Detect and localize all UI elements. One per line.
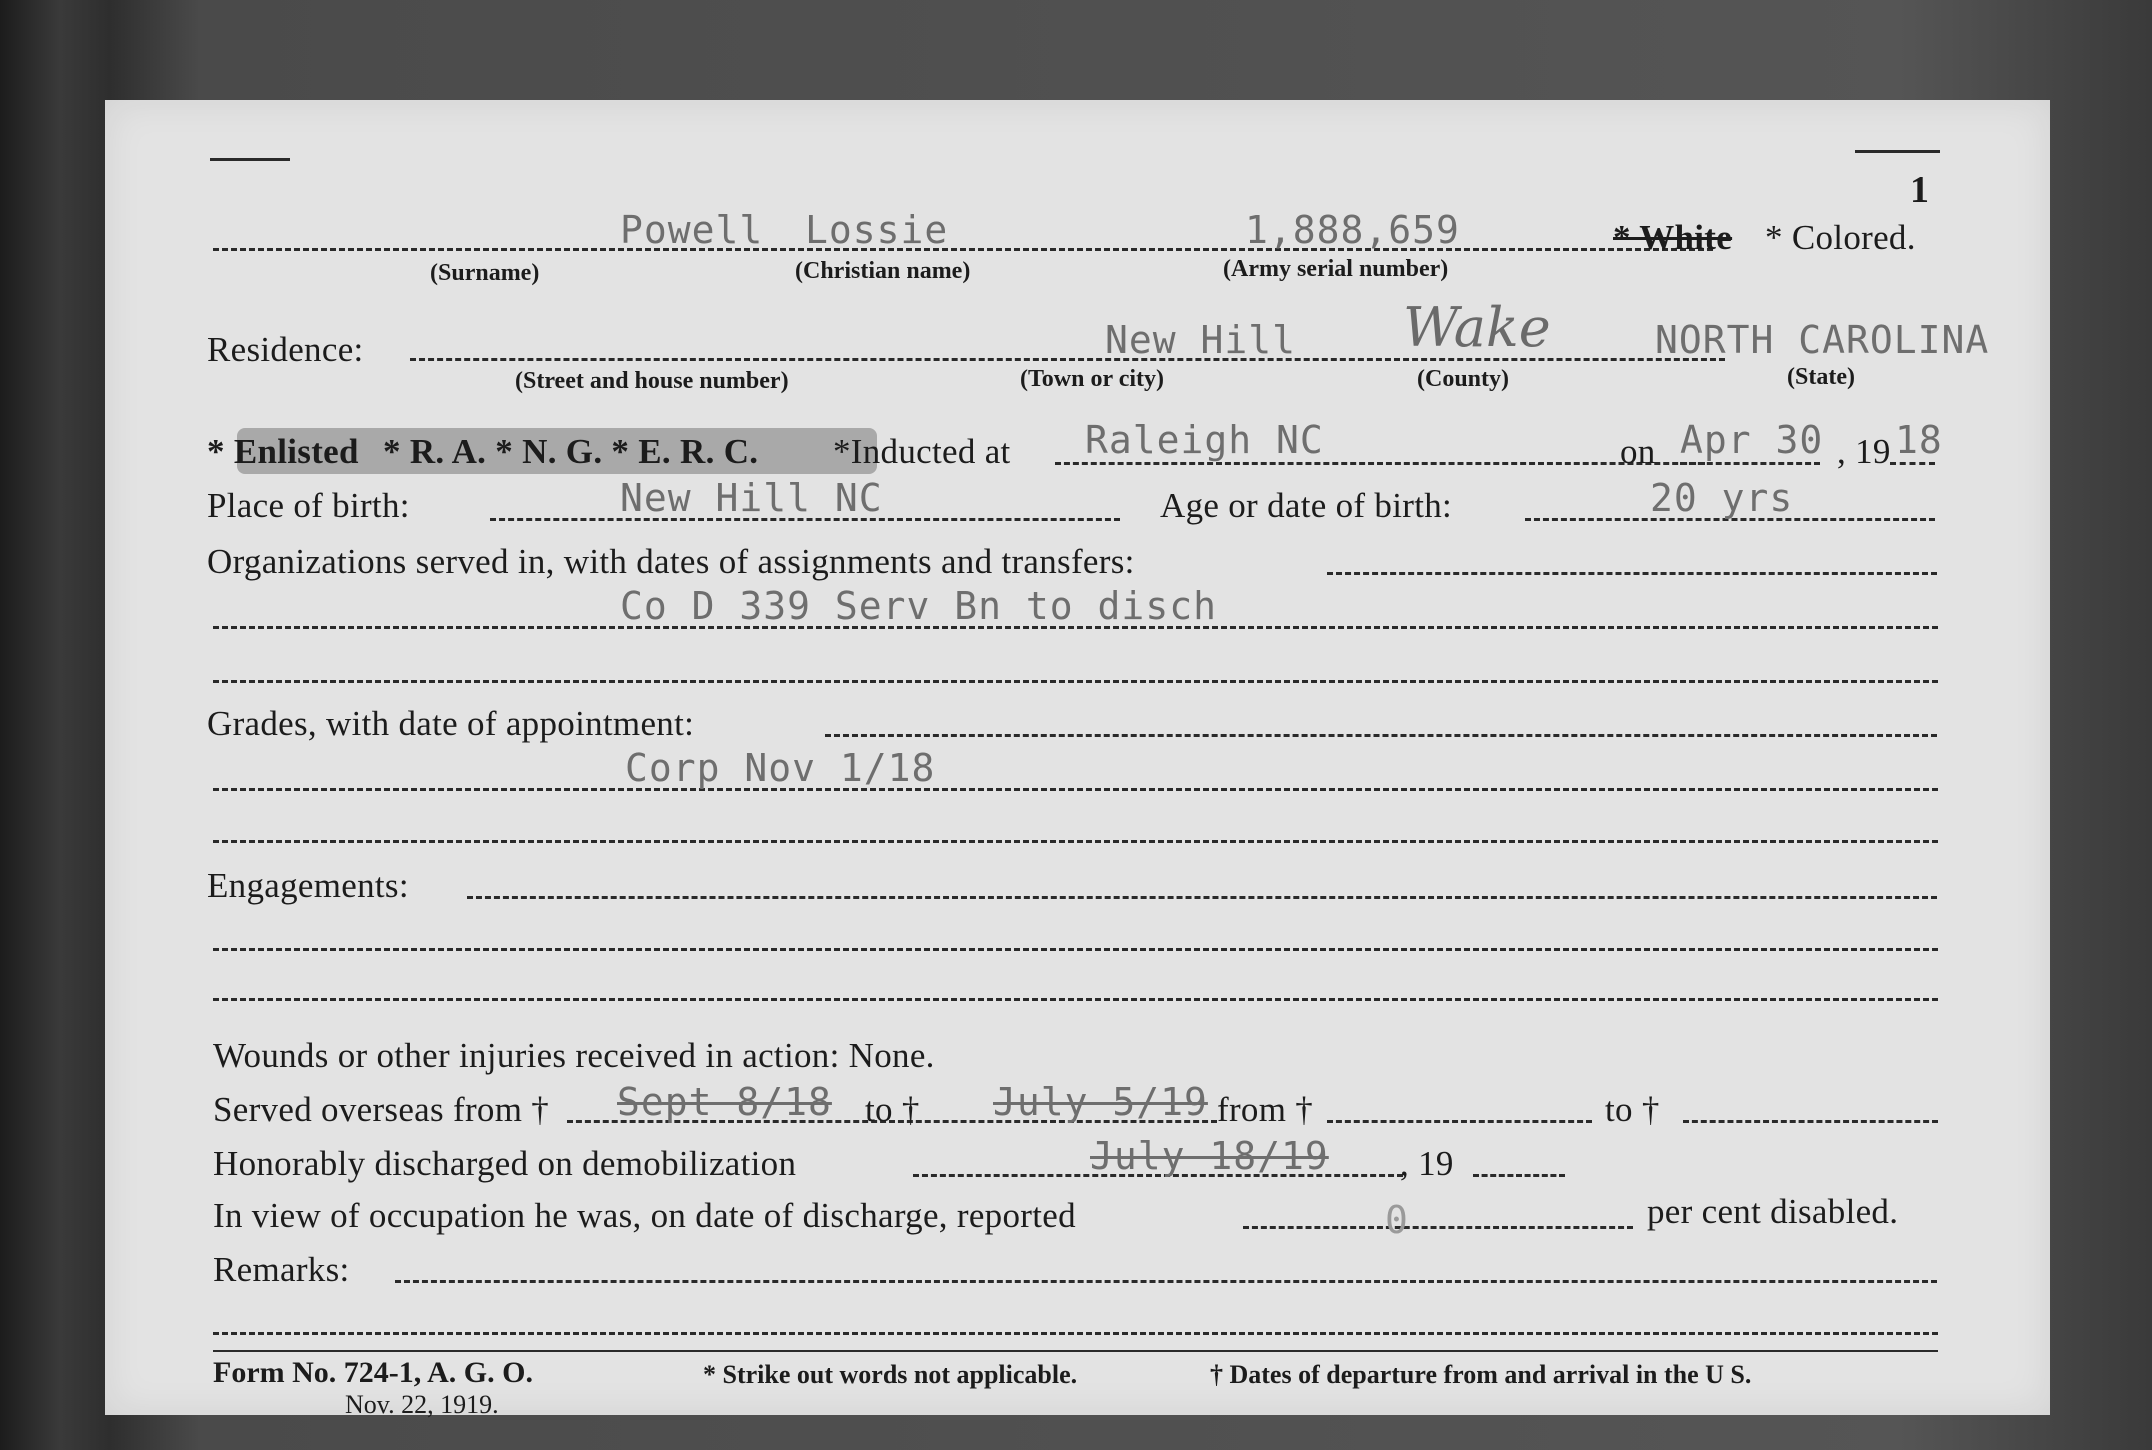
surname-caption: (Surname)	[430, 260, 540, 286]
grades-line-2	[213, 788, 1938, 791]
inducted-place: Raleigh NC	[1085, 418, 1324, 462]
footer-rule	[213, 1350, 1938, 1352]
residence-county: Wake	[1403, 296, 1551, 359]
disability-line	[1243, 1226, 1633, 1229]
engagements-label: Engagements:	[207, 866, 409, 905]
overseas-from2-label: from †	[1217, 1090, 1314, 1129]
remarks-line-2	[213, 1332, 1938, 1335]
birthplace-value: New Hill NC	[620, 476, 883, 520]
discharge-label: Honorably discharged on demobilization	[213, 1144, 797, 1183]
grades-value: Corp Nov 1/18	[625, 746, 936, 790]
inducted-date: Apr 30	[1680, 418, 1824, 462]
top-right-mark	[1855, 150, 1940, 153]
age-value: 20 yrs	[1650, 476, 1794, 520]
enlistment-types: * R. A. * N. G. * E. R. C.	[383, 432, 759, 471]
street-caption: (Street and house number)	[515, 368, 789, 394]
strike-out-note: * Strike out words not applicable.	[703, 1360, 1078, 1389]
county-caption: (County)	[1417, 366, 1510, 392]
form-number: Form No. 724-1, A. G. O.	[213, 1356, 533, 1389]
discharge-date: July 18/19	[1090, 1134, 1329, 1178]
disability-value: 0	[1385, 1198, 1409, 1242]
engagements-line-2	[213, 948, 1938, 951]
grades-line-3	[213, 840, 1938, 843]
surname-value: Powell	[620, 208, 764, 252]
residence-label: Residence:	[207, 330, 364, 369]
enlisted-label: * Enlisted	[207, 432, 359, 471]
state-caption: (State)	[1787, 364, 1855, 390]
christian-name-value: Lossie	[805, 208, 949, 252]
remarks-label: Remarks:	[213, 1250, 350, 1289]
card-number: 1	[1910, 169, 1930, 211]
discharge-year-label: , 19	[1400, 1144, 1454, 1183]
birthplace-label: Place of birth:	[207, 486, 410, 525]
grades-label: Grades, with date of appointment:	[207, 704, 695, 743]
engagements-line-3	[213, 998, 1938, 1001]
white-option: * White	[1613, 218, 1733, 257]
residence-state: NORTH CAROLINA	[1655, 318, 1990, 362]
overseas-to-label: to †	[865, 1090, 920, 1129]
organizations-line-1	[1327, 572, 1937, 575]
wounds-label: Wounds or other injuries received in action: None.	[213, 1036, 935, 1075]
overseas-to2-line	[1683, 1120, 1938, 1123]
inducted-line	[1055, 462, 1705, 465]
grades-line-1	[825, 734, 1937, 737]
discharge-year-line	[1473, 1174, 1565, 1177]
inducted-year: 18	[1895, 418, 1943, 462]
residence-town: New Hill	[1105, 318, 1297, 362]
organizations-line-3	[213, 680, 1938, 683]
organizations-value: Co D 339 Serv Bn to disch	[620, 584, 1217, 628]
colored-option: * Colored.	[1765, 218, 1916, 257]
inducted-label: *Inducted at	[833, 432, 1011, 471]
inducted-date-line	[1680, 462, 1820, 465]
record-card	[105, 100, 2050, 1419]
town-caption: (Town or city)	[1020, 366, 1164, 392]
form-date: Nov. 22, 1919.	[345, 1390, 499, 1419]
inducted-year-line	[1890, 462, 1935, 465]
overseas-label: Served overseas from †	[213, 1090, 550, 1129]
overseas-from2-line	[1327, 1120, 1592, 1123]
overseas-to2-label: to †	[1605, 1090, 1660, 1129]
overseas-to-date: July 5/19	[993, 1080, 1208, 1124]
christian-caption: (Christian name)	[795, 258, 971, 284]
engagements-line-1	[467, 896, 1937, 899]
disability-label: In view of occupation he was, on date of discharge, reported	[213, 1196, 1076, 1235]
overseas-from-date: Sept 8/18	[617, 1080, 832, 1124]
remarks-line-1	[395, 1280, 1937, 1283]
inducted-on-label: on	[1620, 432, 1656, 471]
serial-caption: (Army serial number)	[1223, 256, 1449, 282]
name-line	[213, 248, 1713, 251]
inducted-year-prefix: , 19	[1837, 432, 1891, 471]
age-label: Age or date of birth:	[1160, 486, 1453, 525]
serial-number-value: 1,888,659	[1245, 208, 1460, 252]
organizations-label: Organizations served in, with dates of assignments and transfers:	[207, 542, 1135, 581]
dates-note: † Dates of departure from and arrival in the U S.	[1210, 1360, 1752, 1389]
disability-suffix: per cent disabled.	[1647, 1192, 1899, 1231]
top-left-mark	[210, 158, 290, 161]
